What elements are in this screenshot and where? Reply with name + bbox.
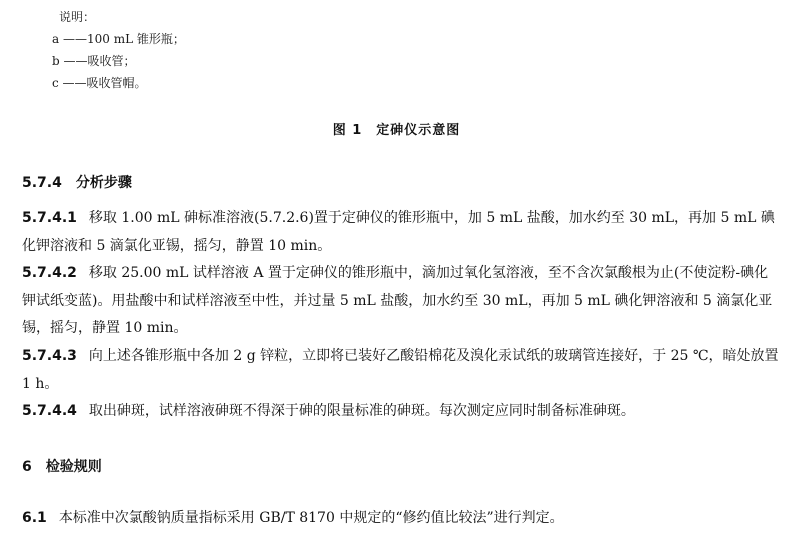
paragraph-number: 5.7.4.2 (22, 265, 77, 281)
legend-item-c: c ——吸收管帽。 (52, 76, 147, 90)
section-title: 检验规则 (45, 459, 102, 475)
paragraph-5-7-4-3 (22, 343, 782, 398)
paragraph-5-7-4-2 (22, 260, 782, 343)
paragraph-number: 6.1 (22, 510, 47, 526)
paragraph-text: 本标准中次氯酸钠质量指标采用 GB/T 8170 中规定的“修约值比较法”进行判定。 (58, 510, 564, 526)
paragraph-6-1 (22, 505, 782, 533)
figure-caption: 图 1 定砷仪示意图 (332, 123, 461, 138)
paragraph-text: 移取 25.00 mL 试样溶液 A 置于定砷仪的锥形瓶中，滴加过氧化氢溶液，至不含次氯酸根为止(不使淀粉-碘化钾试纸变蓝)。用盐酸中和试样溶液至中性，并过量 5 mL 盐酸，加水约至 30 mL，再加 5 mL 碘化钾溶液和 5 滴氯化亚锡，摇匀，静置 10 min。 (22, 265, 773, 336)
section-heading-6 (22, 456, 102, 476)
figure-legend (52, 6, 185, 94)
section-number: 5.7.4 (22, 175, 62, 191)
section-heading-5-7-4 (22, 172, 132, 192)
paragraph-number: 5.7.4.1 (22, 210, 77, 226)
section-number: 6 (22, 459, 32, 475)
paragraph-text: 向上述各锥形瓶中各加 2 g 锌粒，立即将已装好乙酸铅棉花及溴化汞试纸的玻璃管连接好，于 25 ℃，暗处放置 1 h。 (22, 348, 779, 392)
paragraph-number: 5.7.4.4 (22, 403, 77, 419)
paragraph-5-7-4-1 (22, 205, 782, 260)
paragraph-5-7-4-4 (22, 398, 782, 426)
paragraph-text: 取出砷斑，试样溶液砷斑不得深于砷的限量标准的砷斑。每次测定应同时制备标准砷斑。 (88, 403, 635, 419)
section-title: 分析步骤 (75, 175, 132, 191)
legend-title: 说明： (59, 10, 96, 24)
paragraph-number: 5.7.4.3 (22, 348, 77, 364)
legend-item-a: a ——100 mL 锥形瓶； (52, 32, 185, 46)
paragraph-text: 移取 1.00 mL 砷标准溶液(5.7.2.6)置于定砷仪的锥形瓶中，加 5 mL 盐酸，加水约至 30 mL，再加 5 mL 碘化钾溶液和 5 滴氯化亚锡，摇匀，静置 10 min。 (22, 210, 775, 254)
legend-item-b: b ——吸收管； (52, 54, 136, 68)
